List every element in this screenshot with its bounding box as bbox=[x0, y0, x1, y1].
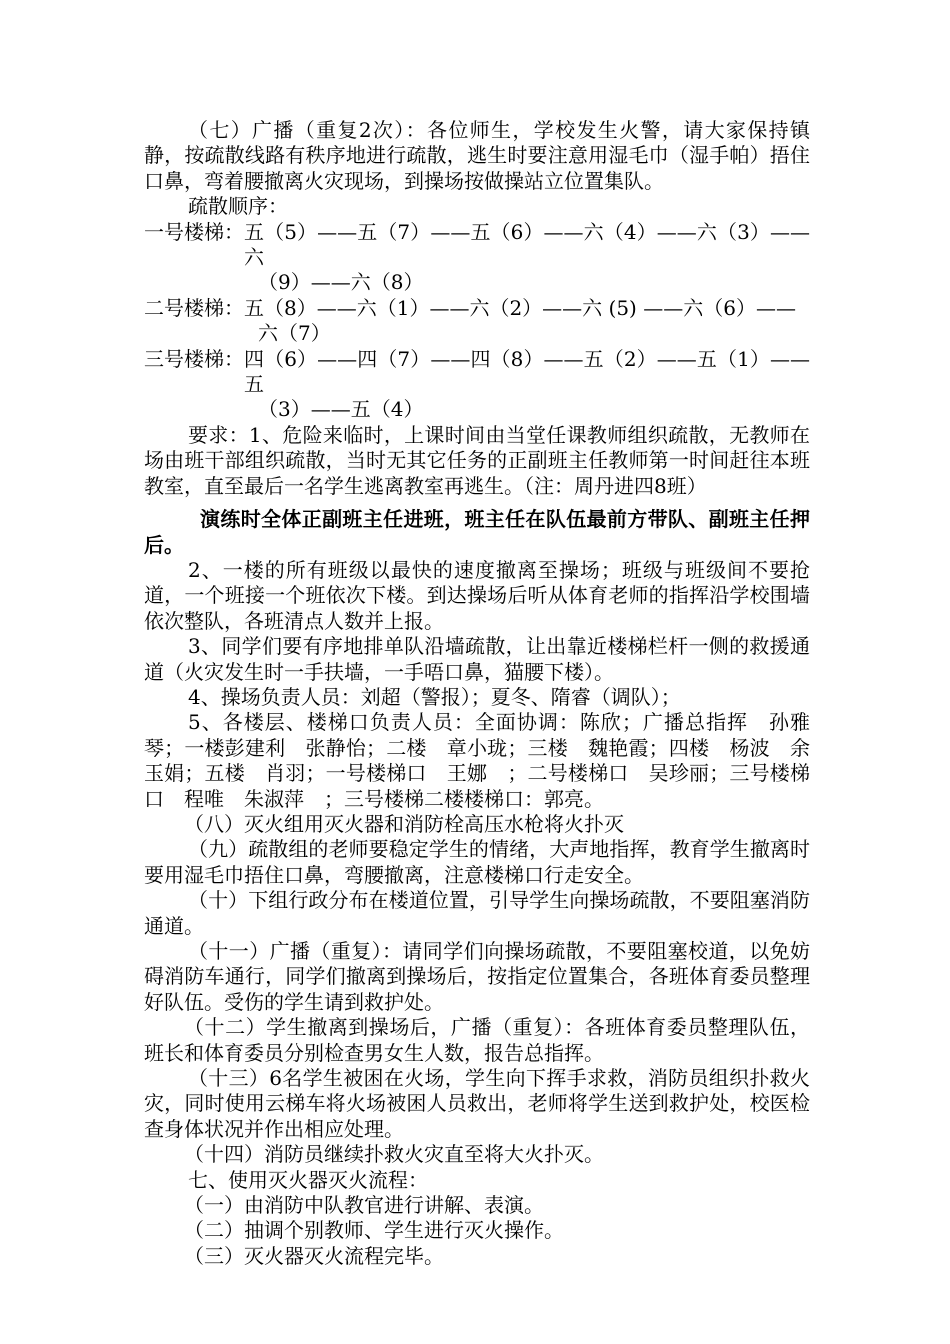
paragraph-14: （十四）消防员继续扑救火灾直至将大火扑灭。 bbox=[184, 1142, 604, 1167]
requirement-5: 5、各楼层、楼梯口负责人员：全面协调：陈欣；广播总指挥 孙雅琴；一楼彭建利 张静怡；二楼 章小珑；三楼 魏艳霞；四楼 杨波 余玉娟；五楼 肖羽；一号楼梯口 王娜 ；二号楼梯口 吴珍丽；三号楼梯口 程唯 朱淑萍 ；三号楼梯二楼楼梯口：郭亮。 bbox=[144, 710, 810, 811]
paragraph-9: （九）疏散组的老师要稳定学生的情绪，大声地指挥，教育学生撤离时要用湿毛巾捂住口鼻，弯腰撤离，注意楼梯口行走安全。 bbox=[144, 837, 810, 887]
stair-sequence-line: 六（7） bbox=[258, 321, 331, 346]
paragraph-broadcast-7: （七）广播（重复2次）：各位师生，学校发生火警，请大家保持镇静，按疏散线路有秩序地进行疏散，逃生时要注意用湿毛巾（湿手帕）捂住口鼻，弯着腰撤离火灾现场，到操场按做操站立位置集队。 bbox=[144, 118, 810, 193]
section-7-step-1: （一）由消防中队教官进行讲解、表演。 bbox=[184, 1193, 544, 1218]
stair-sequence-line: 五（8）——六（1）——六（2）——六 (5) ——六（6）—— bbox=[244, 295, 796, 320]
stair-1-order bbox=[144, 220, 810, 296]
requirement-2: 2、一楼的所有班级以最快的速度撤离至操场；班级与班级间不要抢道，一个班接一个班依次下楼。到达操场后听从体育老师的指挥沿学校围墙依次整队，各班清点人数并上报。 bbox=[144, 557, 810, 633]
stair-label: 三号楼梯： bbox=[144, 346, 244, 371]
stair-sequence bbox=[244, 220, 810, 296]
paragraph-10: （十）下组行政分布在楼道位置，引导学生向操场疏散，不要阻塞消防通道。 bbox=[144, 888, 810, 938]
stair-2-order bbox=[144, 296, 810, 347]
requirement-4: 4、操场负责人员：刘超（警报）；夏冬、隋睿（调队）； bbox=[188, 684, 681, 709]
paragraph-12: （十二）学生撤离到操场后，广播（重复）：各班体育委员整理队伍，班长和体育委员分别检查男女生人数，报告总指挥。 bbox=[144, 1015, 810, 1065]
stair-sequence-line: 五（5）——五（7）——五（6）——六（4）——六（3）——六 bbox=[244, 219, 810, 270]
requirement-3: 3、同学们要有序地排单队沿墙疏散，让出靠近楼梯栏杆一侧的救援通道（火灾发生时一手扶墙，一手唔口鼻，猫腰下楼）。 bbox=[144, 634, 810, 684]
requirement-1: 要求：1、危险来临时，上课时间由当堂任课教师组织疏散，无教师在场由班干部组织疏散，当时无其它任务的正副班主任教师第一时间赶往本班教室，直至最后一名学生逃离教室再逃生。（注：周丹进四8班） bbox=[144, 422, 810, 498]
paragraph-11: （十一）广播（重复）：请同学们向操场疏散，不要阻塞校道，以免妨碍消防车通行，同学们撤离到操场后，按指定位置集合，各班体育委员整理好队伍。受伤的学生请到救护处。 bbox=[144, 939, 810, 1014]
section-7-title: 七、使用灭火器灭火流程： bbox=[188, 1167, 428, 1192]
stair-label: 一号楼梯： bbox=[144, 219, 244, 244]
stair-sequence bbox=[244, 296, 810, 347]
evacuation-order-title: 疏散顺序： bbox=[188, 194, 288, 219]
paragraph-13: （十三）6名学生被困在火场，学生向下挥手求救，消防员组织扑救火灾，同时使用云梯车将火场被困人员救出，老师将学生送到救护处，校医检查身体状况并作出相应处理。 bbox=[144, 1066, 810, 1141]
requirement-bold-note: 演练时全体正副班主任进班，班主任在队伍最前方带队、副班主任押后。 bbox=[144, 507, 810, 557]
stair-sequence-line: （3）——五（4） bbox=[258, 397, 424, 422]
stair-sequence-line: 四（6）——四（7）——四（8）——五（2）——五（1）——五 bbox=[244, 346, 810, 397]
stair-sequence-line: （9）——六（8） bbox=[258, 270, 424, 295]
stair-sequence bbox=[244, 347, 810, 423]
stair-3-order bbox=[144, 347, 810, 423]
paragraph-8: （八）灭火组用灭火器和消防栓高压水枪将火扑灭 bbox=[184, 811, 624, 836]
section-7-step-3: （三）灭火器灭火流程完毕。 bbox=[184, 1243, 444, 1268]
section-7-step-2: （二）抽调个别教师、学生进行灭火操作。 bbox=[184, 1218, 564, 1243]
stair-label: 二号楼梯： bbox=[144, 295, 244, 320]
